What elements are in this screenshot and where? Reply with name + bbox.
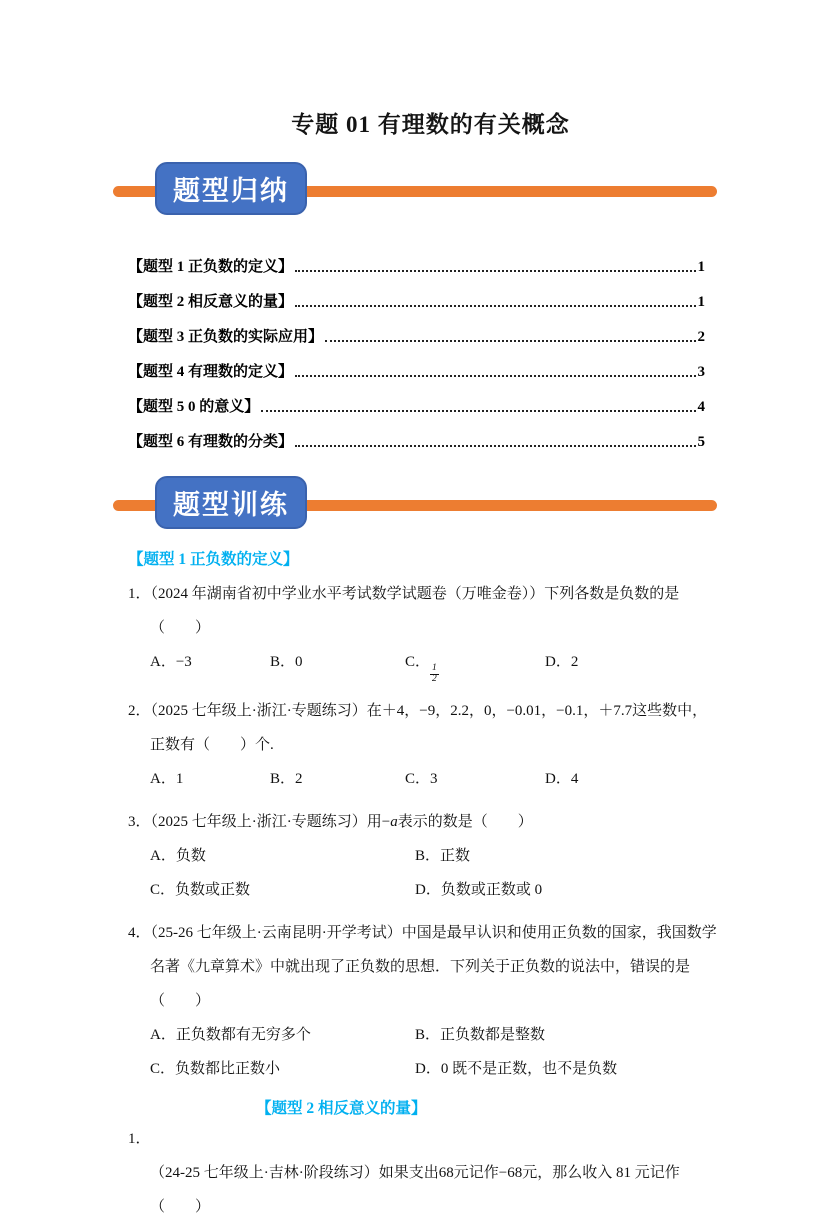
toc-item-label: 【题型 4 有理数的定义】 <box>128 364 294 380</box>
option-row <box>128 873 727 907</box>
option-b: B．正数 <box>415 847 471 864</box>
problem-type-heading-1: 【题型 1 正负数的定义】 <box>128 551 299 568</box>
toc-page-number: 4 <box>697 399 705 415</box>
option-a: A．正负数都有无穷多个 <box>150 1026 311 1043</box>
toc-item-label: 【题型 1 正负数的定义】 <box>128 259 294 275</box>
question-text <box>128 694 727 728</box>
option-d: D．2 <box>545 654 579 670</box>
toc-item-label: 【题型 2 相反意义的量】 <box>128 294 294 310</box>
toc-page-number: 1 <box>697 259 705 275</box>
question-number: 2． <box>128 702 151 719</box>
question-number: 1． <box>128 1130 151 1147</box>
toc-item <box>128 276 705 311</box>
toc-page-number: 3 <box>697 364 705 380</box>
question-5 <box>128 1122 727 1224</box>
option-a: A．−3 <box>150 654 192 670</box>
problem-type-heading-2: 【题型 2 相反意义的量】 <box>256 1099 427 1117</box>
option-row <box>128 839 727 873</box>
toc-banner <box>0 162 827 216</box>
question-number: 3． <box>128 813 151 830</box>
question-4 <box>128 916 727 1086</box>
question-1 <box>128 577 727 685</box>
toc-dot-leader <box>325 340 695 342</box>
question-text <box>128 577 727 611</box>
toc-page-number: 1 <box>697 294 705 310</box>
page-title: 专题 01 有理数的有关概念 <box>291 112 570 137</box>
option-c: C． $\frac{1}{2}$ <box>405 654 437 684</box>
toc-dot-leader <box>261 410 695 412</box>
question-stem: 表示的数是（ ） <box>397 813 533 830</box>
math-variable: a <box>390 813 398 830</box>
toc-dot-leader <box>295 270 695 272</box>
option-b: B．2 <box>270 770 303 787</box>
option-row <box>128 1052 727 1086</box>
option-b: B．0 <box>270 654 303 670</box>
question-stem: （2024 年湖南省初中学业水平考试数学试题卷（万唯金卷））下列各数是负数的是 <box>150 586 680 602</box>
question-3 <box>128 805 727 907</box>
toc-item <box>128 241 705 276</box>
option-b: B．正负数都是整数 <box>415 1026 546 1043</box>
table-of-contents <box>128 241 705 451</box>
question-text <box>128 1122 727 1224</box>
answer-blank: （ ） <box>150 620 211 636</box>
toc-badge: 题型归纳 <box>155 162 307 215</box>
option-a: A．负数 <box>150 847 206 864</box>
option-d: D．负数或正数或 0 <box>415 881 543 898</box>
training-badge: 题型训练 <box>155 476 307 529</box>
question-text <box>128 805 727 839</box>
option-row <box>128 645 727 685</box>
option-c: C．负数或正数 <box>150 881 251 898</box>
question-text-continued: 正数有（ ）个. <box>150 736 274 753</box>
question-text <box>128 916 727 950</box>
toc-item <box>128 381 705 416</box>
training-banner <box>0 476 827 530</box>
option-row <box>128 762 727 796</box>
toc-item <box>128 311 705 346</box>
toc-dot-leader <box>295 375 695 377</box>
fraction: $\frac{1}{2}$ <box>432 663 437 684</box>
toc-item <box>128 346 705 381</box>
question-number: 4． <box>128 924 151 941</box>
toc-item-label: 【题型 3 正负数的实际应用】 <box>128 329 324 345</box>
toc-page-number: 2 <box>697 329 705 345</box>
toc-item-label: 【题型 6 有理数的分类】 <box>128 434 294 450</box>
toc-item-label: 【题型 5 0 的意义】 <box>128 399 260 415</box>
question-number: 1． <box>128 586 151 602</box>
toc-item <box>128 416 705 451</box>
option-d: D．0 既不是正数，也不是负数 <box>415 1060 618 1077</box>
question-2 <box>128 694 727 796</box>
option-row <box>128 1018 727 1052</box>
question-stem: （2025 七年级上·浙江·专题练习）用− <box>150 813 391 830</box>
option-c: C．负数都比正数小 <box>150 1060 281 1077</box>
question-text-continued: 名著《九章算术》中就出现了正负数的思想．下列关于正负数的说法中，错误的是（ ） <box>150 958 691 1009</box>
toc-page-number: 5 <box>697 434 705 450</box>
toc-dot-leader <box>295 445 695 447</box>
option-c: C．3 <box>405 770 438 787</box>
toc-dot-leader <box>295 305 695 307</box>
question-stem: （25-26 七年级上·云南昆明·开学考试）中国是最早认识和使用正负数的国家，我国数学 <box>150 924 717 941</box>
question-stem: （24-25 七年级上·吉林·阶段练习）如果支出68元记作−68元，那么收入 81 元记作（ ） <box>150 1164 680 1215</box>
option-d: D．4 <box>545 770 579 787</box>
question-stem: （2025 七年级上·浙江·专题练习）在＋4，−9，2.2，0，−0.01，−0.1，＋7.7这些数中， <box>150 702 708 719</box>
option-a: A．1 <box>150 770 184 787</box>
question-list <box>128 577 727 1224</box>
